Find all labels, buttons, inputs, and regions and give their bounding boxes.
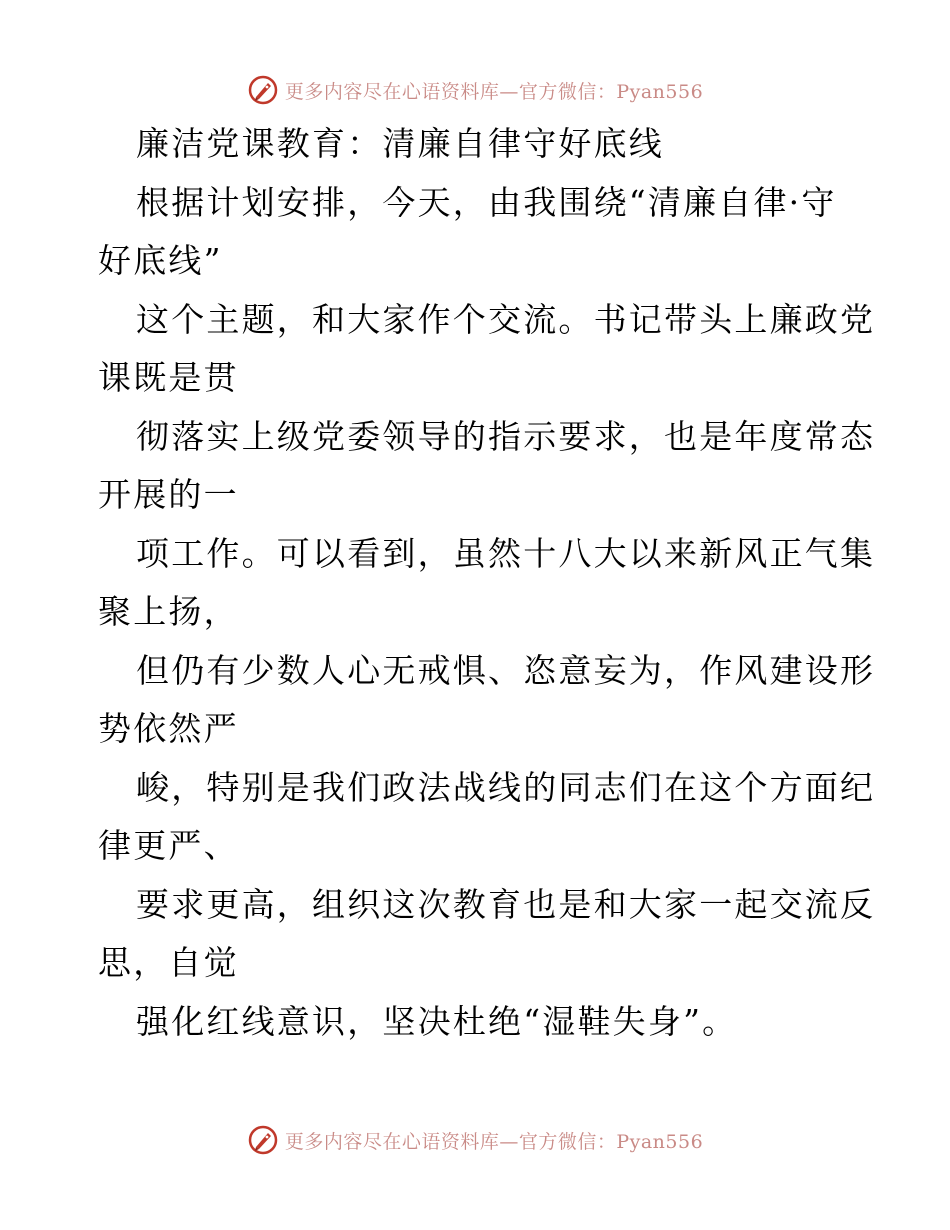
paragraph-line: 势依然严: [98, 709, 239, 748]
paragraph-line: 要求更高，组织这次教育也是和大家一起交流反: [136, 884, 876, 924]
paragraph-line: 聚上扬，: [98, 592, 239, 631]
paragraph-line: 峻，特别是我们政法战线的同志们在这个方面纪: [136, 767, 876, 807]
paragraph-line: 思，自觉: [98, 943, 239, 982]
footer-banner-text: 更多内容尽在心语资料库—官方微信：Pyan556: [284, 1130, 704, 1153]
paragraph-line: 项工作。可以看到，虽然十八大以来新风正气集: [136, 533, 876, 573]
paragraph-line: 律更严、: [98, 826, 239, 865]
pen-nib-logo-icon: [247, 74, 279, 106]
paragraph-line: 这个主题，和大家作个交流。书记带头上廉政党: [136, 299, 876, 339]
header-banner-text: 更多内容尽在心语资料库—官方微信：Pyan556: [284, 80, 704, 103]
paragraph-line: 但仍有少数人心无戒惧、恣意妄为，作风建设形: [136, 650, 876, 690]
paragraph-line: 彻落实上级党委领导的指示要求，也是年度常态: [136, 416, 876, 456]
paragraph-line: 强化红线意识，坚决杜绝“湿鞋失身”。: [136, 1001, 738, 1041]
pen-nib-logo-icon: [247, 1124, 279, 1156]
paragraph-line: 根据计划安排，今天，由我围绕“清廉自律·守: [136, 182, 837, 222]
paragraph-line: 课既是贯: [98, 358, 239, 397]
document-body: [98, 115, 876, 1051]
header-banner: [0, 70, 950, 110]
paragraph-line: 开展的一: [98, 475, 239, 514]
footer-banner: [0, 1120, 950, 1160]
paragraph-line: 好底线”: [98, 241, 223, 280]
document-title: 廉洁党课教育：清廉自律守好底线: [136, 124, 664, 163]
